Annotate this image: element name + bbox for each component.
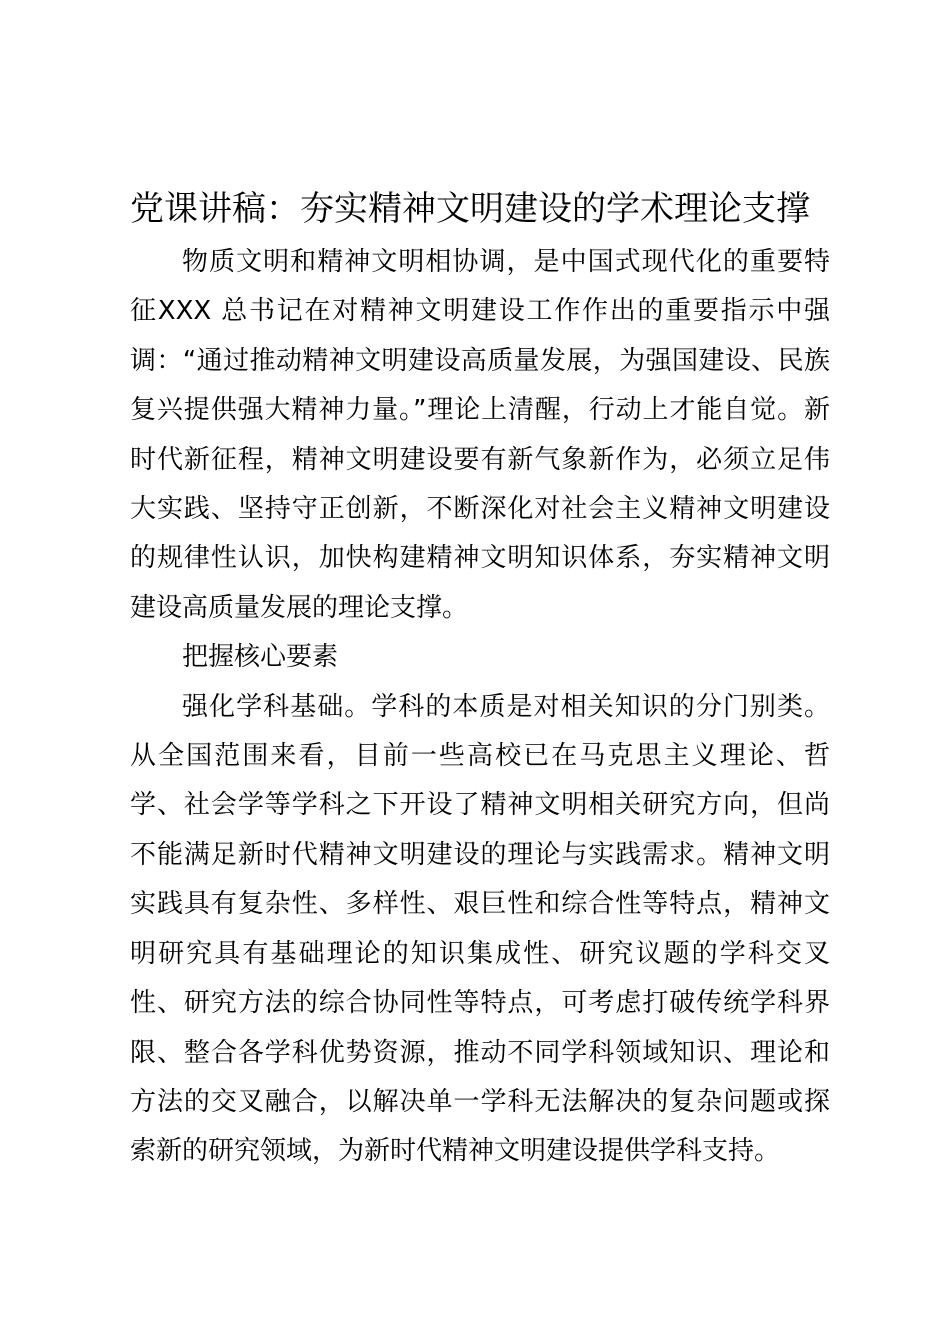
section-paragraph: 强化学科基础。学科的本质是对相关知识的分门别类。从全国范围来看，目前一些高校已在马克思主义理论、哲学、社会学等学科之下开设了精神文明相关研究方向，但尚不能满足新时代精神文明建设的理论与实践需求。精神文明实践具有复杂性、多样性、艰巨性和综合性等特点，精神文明研究具有基础理论的知识集成性、研究议题的学科交叉性、研究方法的综合协同性等特点，可考虑打破传统学科界限、整合各学科优势资源，推动不同学科领域知识、理论和方法的交叉融合，以解决单一学科无法解决的复杂问题或探索新的研究领域，为新时代精神文明建设提供学科支持。 <box>130 691 830 1167</box>
section-heading: 把握核心要素 <box>182 642 339 673</box>
document-title: 党课讲稿：夯实精神文明建设的学术理论支撑 <box>130 189 810 229</box>
document-page <box>130 180 830 1177</box>
intro-paragraph: 物质文明和精神文明相协调，是中国式现代化的重要特征XXX 总书记在对精神文明建设工作作出的重要指示中强调：“通过推动精神文明建设高质量发展，为强国建设、民族复兴提供强大精神力量。”理论上清醒，行动上才能自觉。新时代新征程，精神文明建设要有新气象新作为，必须立足伟大实践、坚持守正创新，不断深化对社会主义精神文明建设的规律性认识，加快构建精神文明知识体系，夯实精神文明建设高质量发展的理论支撑。 <box>130 247 830 623</box>
